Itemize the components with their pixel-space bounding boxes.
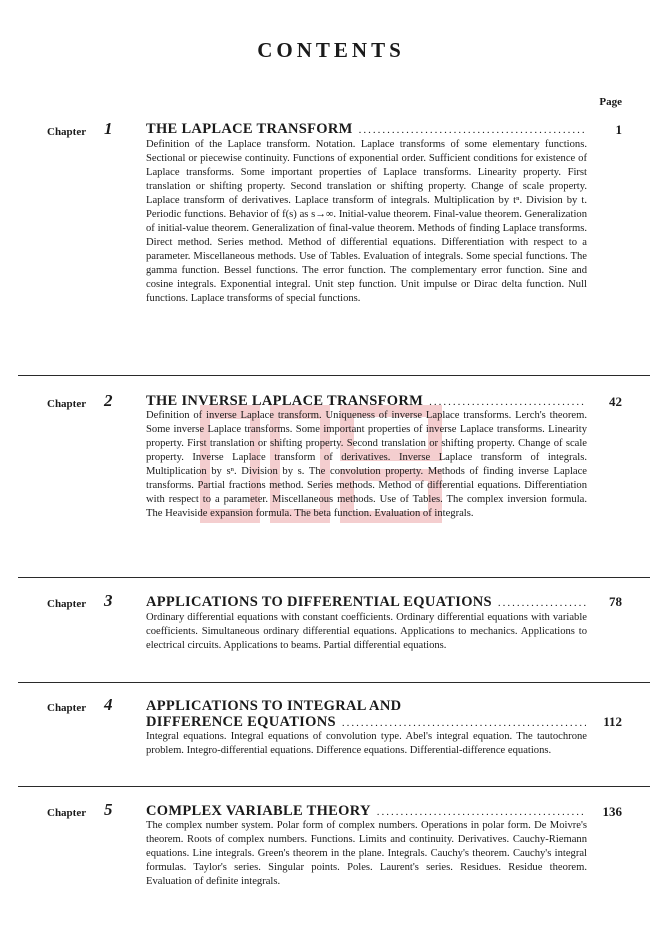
chapter-description: Integral equations. Integral equations of convolution type. Abel's integral equation. The tautochrone problem. Integro-differential equations. Difference equations. Differential-difference equations. [146,731,587,756]
chapter-page-number: 136 [602,804,622,819]
chapter-label: Chapter [47,702,87,714]
chapter-description: Definition of inverse Laplace transform. Uniqueness of inverse Laplace transforms. Lerch's theorem. Some inverse Laplace transforms. Some important properties of inverse Laplace transforms. Linearity property. First translation or shifting property. Second translation or shifting property. Change of scale property. Inverse Laplace transform of derivatives. Inverse Laplace transform of integrals. Multiplication by sⁿ. Division by s. The convolution property. Methods of finding inverse Laplace transforms. Partial fractions method. Series methods. Method of differential equations. Differentiation with respect to a parameter. Miscellaneous methods. Use of Tables. The complex inversion formula. The Heaviside expansion formula. The beta function. Evaluation of integrals. [146,410,587,519]
chapter-title-text: APPLICATIONS TO INTEGRAL AND [146,698,402,714]
page-column-header: Page [599,96,622,108]
divider-rule [18,375,650,376]
chapter-number: 1 [104,119,113,138]
dot-leader [342,715,586,731]
dot-leader [359,122,586,138]
chapter-number: 2 [104,391,113,410]
chapter-label: Chapter [47,398,87,410]
dot-leader [377,804,586,820]
chapter-title [146,698,586,731]
divider-rule [18,577,650,578]
chapter-page-number: 112 [603,714,622,729]
chapter-description: Ordinary differential equations with constant coefficients. Ordinary differential equations with variable coefficients. Simultaneous ordinary differential equations. Applications to mechanics. Applications to electrical circuits. Applications to beams. Partial differential equations. [146,612,587,651]
chapter-page-number: 78 [609,594,622,609]
chapter-title-text: APPLICATIONS TO DIFFERENTIAL EQUATIONS [146,594,492,610]
chapter-label: Chapter [47,126,87,138]
chapter-number: 3 [104,591,113,610]
dot-leader [498,595,586,611]
chapter-label: Chapter [47,807,87,819]
chapter-title-text: THE INVERSE LAPLACE TRANSFORM [146,393,424,409]
page-title: CONTENTS [257,38,405,62]
divider-rule [18,682,650,683]
divider-rule [18,786,650,787]
chapter-title-text: COMPLEX VARIABLE THEORY [146,803,371,819]
chapter-number: 5 [104,800,113,819]
chapter-title-text: DIFFERENCE EQUATIONS [146,714,336,730]
dot-leader [429,394,586,410]
chapter-number: 4 [104,695,113,714]
chapter-label: Chapter [47,598,87,610]
chapter-page-number: 42 [609,394,622,409]
chapter-page-number: 1 [615,122,622,137]
chapter-title [146,121,586,138]
chapter-description: Definition of the Laplace transform. Notation. Laplace transforms of some elementary functions. Sectional or piecewise continuity. Functions of exponential order. Sufficient conditions for existence of Laplace transforms. Some important properties of Laplace transforms. Linearity property. First translation or shifting property. Second translation or shifting property. Change of scale property. Laplace transform of derivatives. Laplace transform of integrals. Multiplication by tⁿ. Division by t. Periodic functions. Behavior of f(s) as s→∞. Initial-value theorem. Final-value theorem. Generalization of initial-value theorem. Generalization of final-value theorem. Methods of finding Laplace transforms. Direct method. Series method. Method of differential equations. Differentiation with respect to a parameter. Miscellaneous methods. Use of Tables. Evaluation of integrals. Some special functions. The gamma function. Bessel functions. The error function. The complementary error function. Sine and cosine integrals. Exponential integral. Unit step function. Unit impulse or Dirac delta function. Null functions. Laplace transforms of special functions. [146,139,587,304]
chapter-title [146,393,586,410]
chapter-title-text: THE LAPLACE TRANSFORM [146,121,353,137]
chapter-title [146,594,586,611]
chapter-title [146,803,586,820]
chapter-description: The complex number system. Polar form of complex numbers. Operations in polar form. De Moivre's theorem. Roots of complex numbers. Functions. Limits and continuity. Derivatives. Cauchy-Riemann equations. Line integrals. Green's theorem in the plane. Integrals. Cauchy's theorem. Cauchy's integral formulas. Taylor's series. Singular points. Poles. Laurent's series. Residues. Residue theorem. Evaluation of definite integrals. [146,820,587,887]
